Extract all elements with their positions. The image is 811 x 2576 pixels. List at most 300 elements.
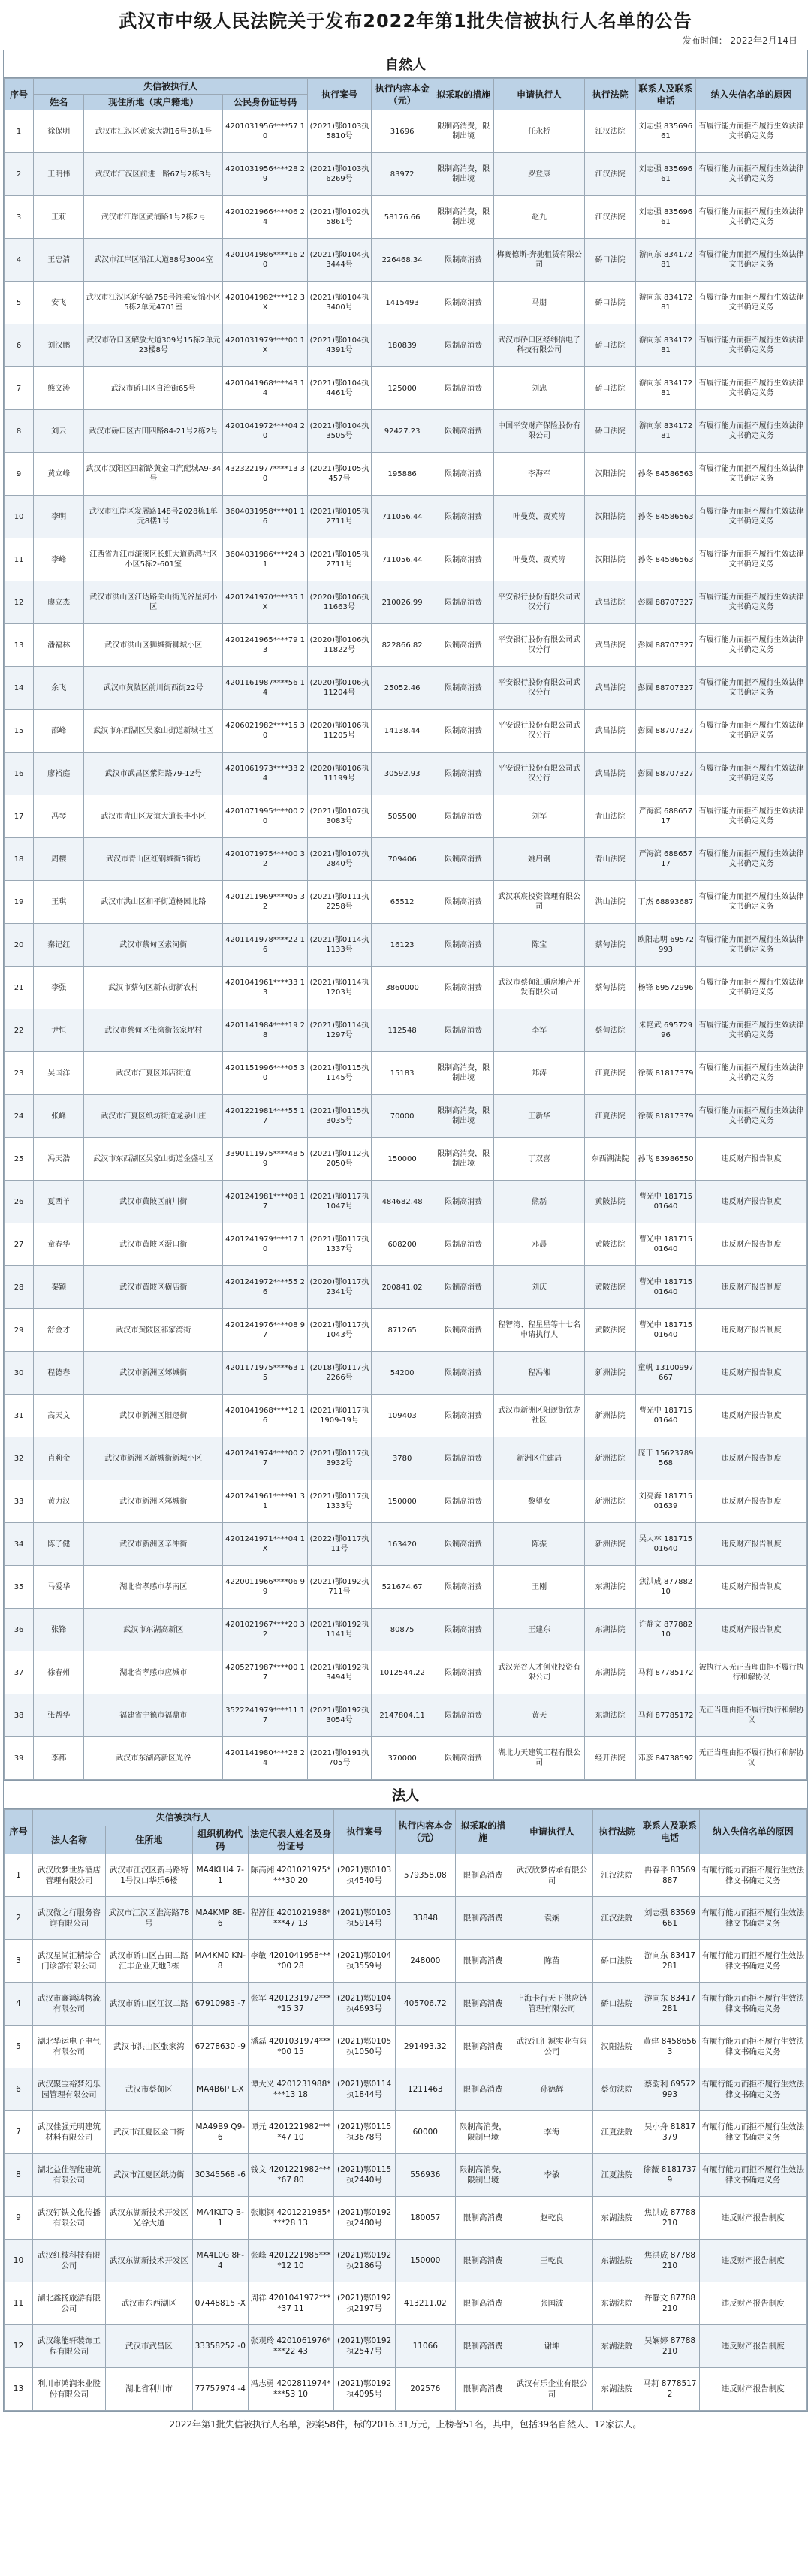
table-cell: 邓晨 xyxy=(493,1223,585,1266)
table-cell: 限制高消费 xyxy=(433,753,493,795)
table-cell: 李军 xyxy=(493,1009,585,1052)
table-cell: 硚口法院 xyxy=(585,410,635,453)
table-row xyxy=(5,2282,807,2324)
table-cell: 37 xyxy=(5,1651,34,1694)
table-cell: 违反财产报告制度 xyxy=(696,1181,807,1223)
table-cell: 梅赛德斯-奔驰租赁有限公司 xyxy=(493,239,585,282)
table-cell: 吴娴婷 87788210 xyxy=(641,2324,699,2367)
table-row xyxy=(5,2239,807,2282)
table-cell: 童帆 13100997667 xyxy=(635,1352,695,1395)
table-cell: 限制高消费 xyxy=(455,2282,511,2324)
table-cell: 21 xyxy=(5,967,34,1009)
table-cell: (2021)鄂0103执5914号 xyxy=(333,1896,395,1939)
table-cell: 有履行能力而拒不履行生效法律文书确定义务 xyxy=(696,967,807,1009)
table-cell: 新洲法院 xyxy=(585,1352,635,1395)
table-cell: MA4KLU4 7-1 xyxy=(192,1854,248,1896)
table-cell: (2021)鄂0192执4095号 xyxy=(333,2367,395,2410)
table-cell: (2021)鄂0105执1050号 xyxy=(333,2025,395,2068)
table-cell: 刘忠 xyxy=(493,367,585,410)
table-cell: 张军 4201231972****15 37 xyxy=(248,1982,333,2025)
table-cell: (2021)鄂0191执705号 xyxy=(308,1737,372,1780)
table-row xyxy=(5,967,807,1009)
table-cell: 马爱华 xyxy=(34,1566,84,1609)
footer-summary: 2022年第1批失信被执行人名单，涉案58件，标的2016.31万元，上榜者51名，其中，包括39名自然人、12家法人。 xyxy=(169,2418,642,2430)
table-cell: 4201041968****43 14 xyxy=(223,367,308,410)
table-cell: 江汉法院 xyxy=(593,1854,641,1896)
table-cell: 限制高消费 xyxy=(433,881,493,924)
companies-col-applicant: 申请执行人 xyxy=(511,1810,593,1854)
table-cell: (2021)鄂0192执2197号 xyxy=(333,2282,395,2324)
table-cell: 4201241972****55 26 xyxy=(223,1266,308,1309)
table-row xyxy=(5,2025,807,2068)
table-row xyxy=(5,2068,807,2110)
table-cell: 限制高消费 xyxy=(433,667,493,710)
table-cell: 孙冬 84586563 xyxy=(635,453,695,496)
table-cell: MA4B6P L-X xyxy=(192,2068,248,2110)
table-cell: 陈子健 xyxy=(34,1523,84,1566)
table-cell: 711056.44 xyxy=(371,496,433,538)
table-cell: 余飞 xyxy=(34,667,84,710)
table-cell: (2021)鄂0192执3054号 xyxy=(308,1694,372,1737)
table-cell: 限制高消费 xyxy=(455,2239,511,2282)
table-cell: 周樱 xyxy=(34,838,84,881)
table-cell: (2021)鄂0117执3932号 xyxy=(308,1437,372,1480)
table-cell: 张顺钢 4201221985****28 13 xyxy=(248,2196,333,2239)
table-row xyxy=(5,239,807,282)
table-cell: 武汉市硚口区古田二路汇丰企业天地3栋 xyxy=(105,1939,192,1982)
table-cell: 限制高消费 xyxy=(433,410,493,453)
table-cell: 4201071975****00 32 xyxy=(223,838,308,881)
table-cell: 武汉市新洲区邾城街 xyxy=(84,1480,223,1523)
table-cell: 31 xyxy=(5,1395,34,1437)
table-cell: 54200 xyxy=(371,1352,433,1395)
table-cell: 蔡甸法院 xyxy=(585,1009,635,1052)
table-cell: 限制高消费 xyxy=(433,1694,493,1737)
table-cell: 江汉法院 xyxy=(585,196,635,239)
table-cell: 有履行能力而拒不履行生效法律文书确定义务 xyxy=(699,2153,807,2196)
table-cell: 杨锋 69572996 xyxy=(635,967,695,1009)
table-cell: 武汉市汉阳区四新路黄金口汽配城A9-34号 xyxy=(84,453,223,496)
table-cell: 江汉法院 xyxy=(585,153,635,196)
table-row xyxy=(5,753,807,795)
table-cell: 34 xyxy=(5,1523,34,1566)
table-cell: 平安银行股份有限公司武汉分行 xyxy=(493,667,585,710)
table-cell: 210026.99 xyxy=(371,581,433,624)
table-cell: 无正当理由拒不履行执行和解协议 xyxy=(696,1737,807,1780)
companies-col-amount: 执行内容本金（元） xyxy=(395,1810,455,1854)
table-cell: (2021)鄂0104执4461号 xyxy=(308,367,372,410)
table-cell: 新洲法院 xyxy=(585,1395,635,1437)
table-cell: 刘志强 83569661 xyxy=(635,153,695,196)
table-cell: 王刚 xyxy=(493,1566,585,1609)
table-cell: 舒金才 xyxy=(34,1309,84,1352)
table-cell: 4201151996****05 30 xyxy=(223,1052,308,1095)
table-cell: (2021)鄂0105执457号 xyxy=(308,453,372,496)
table-cell: 焦洪成 87788210 xyxy=(641,2239,699,2282)
table-cell: 521674.67 xyxy=(371,1566,433,1609)
table-cell: 4201141984****19 28 xyxy=(223,1009,308,1052)
publish-info xyxy=(0,34,811,50)
table-row xyxy=(5,282,807,324)
table-cell: 违反财产报告制度 xyxy=(699,2239,807,2282)
table-cell: (2021)鄂0192执2186号 xyxy=(333,2239,395,2282)
table-cell: 125000 xyxy=(371,367,433,410)
table-cell: 汉阳法院 xyxy=(585,538,635,581)
table-cell: 徐薇 81817379 xyxy=(641,2153,699,2196)
table-cell: 庞干 15623789568 xyxy=(635,1437,695,1480)
table-cell: 限制高消费 xyxy=(433,967,493,1009)
table-cell: 83972 xyxy=(371,153,433,196)
table-cell: 67278630 -9 xyxy=(192,2025,248,2068)
table-cell: 武汉市江汉区新华路758号湘乘安锦小区5栋2单元4701室 xyxy=(84,282,223,324)
table-cell: 163420 xyxy=(371,1523,433,1566)
table-row xyxy=(5,1009,807,1052)
table-cell: 东湖法院 xyxy=(585,1609,635,1651)
table-cell: 限制高消费 xyxy=(433,367,493,410)
table-cell: 限制高消费 xyxy=(433,1266,493,1309)
table-row xyxy=(5,1609,807,1651)
table-cell: 武汉市洪山区张家湾 xyxy=(105,2025,192,2068)
table-cell: (2021)鄂0104执4391号 xyxy=(308,324,372,367)
table-cell: 武昌法院 xyxy=(585,667,635,710)
table-cell: 丁双喜 xyxy=(493,1138,585,1181)
table-cell: 限制高消费 xyxy=(433,1309,493,1352)
table-cell: 370000 xyxy=(371,1737,433,1780)
table-cell: 武汉市东西湖区 xyxy=(105,2282,192,2324)
table-cell: 60000 xyxy=(395,2110,455,2153)
table-cell: 焦洪成 87788210 xyxy=(641,2196,699,2239)
table-cell: 武汉钉铁文化传播有限公司 xyxy=(32,2196,105,2239)
table-cell: 许静文 87788210 xyxy=(635,1609,695,1651)
table-cell: 青山法院 xyxy=(585,838,635,881)
table-cell: 张帮华 xyxy=(34,1694,84,1737)
table-cell: 徐保明 xyxy=(34,110,84,153)
table-row xyxy=(5,538,807,581)
table-cell: 16 xyxy=(5,753,34,795)
table-cell: 王莉 xyxy=(34,196,84,239)
table-cell: 限制高消费，限制出境 xyxy=(433,1052,493,1095)
table-cell: 陈苗 xyxy=(511,1939,593,1982)
table-cell: 徐春州 xyxy=(34,1651,84,1694)
table-cell: 武汉市鑫鸿鸿物流有限公司 xyxy=(32,1982,105,2025)
table-cell: (2021)鄂0107执3083号 xyxy=(308,795,372,838)
table-cell: 曹光中 18171501640 xyxy=(635,1266,695,1309)
companies-col-legal-rep: 法定代表人姓名及身份证号 xyxy=(248,1826,333,1854)
table-cell: 武汉市江汉区淮海路78号 xyxy=(105,1896,192,1939)
table-cell: 1 xyxy=(5,110,34,153)
companies-table-body xyxy=(5,1854,807,2410)
table-cell: 有履行能力而拒不履行生效法律文书确定义务 xyxy=(696,581,807,624)
table-cell: 曹光中 18171501640 xyxy=(635,1395,695,1437)
table-cell: 王忠清 xyxy=(34,239,84,282)
companies-table xyxy=(4,1809,807,2411)
table-cell: 蔡甸法院 xyxy=(585,967,635,1009)
table-cell: 17 xyxy=(5,795,34,838)
table-cell: 武汉市洪山区和平街道杨园北路 xyxy=(84,881,223,924)
table-cell: 东西湖法院 xyxy=(585,1138,635,1181)
table-cell: 冉春平 83569887 xyxy=(641,1854,699,1896)
table-cell: (2021)鄂0192执2547号 xyxy=(333,2324,395,2367)
table-cell: 武汉市黄陂区前川街西街22号 xyxy=(84,667,223,710)
table-row xyxy=(5,1266,807,1309)
table-cell: 9 xyxy=(5,2196,33,2239)
table-cell: 18 xyxy=(5,838,34,881)
table-cell: 武汉市硚口区解放大道309号15栋2单元23楼8号 xyxy=(84,324,223,367)
table-cell: 限制高消费 xyxy=(433,239,493,282)
table-cell: 张国波 xyxy=(511,2282,593,2324)
table-row xyxy=(5,410,807,453)
table-cell: 武汉市黄陂区滠口街 xyxy=(84,1223,223,1266)
table-cell: 湖北力天建筑工程有限公司 xyxy=(493,1737,585,1780)
table-cell: 湖北省孝感市孝南区 xyxy=(84,1566,223,1609)
table-row xyxy=(5,1854,807,1896)
table-row xyxy=(5,1437,807,1480)
table-cell: 有履行能力而拒不履行生效法律文书确定义务 xyxy=(699,2110,807,2153)
table-cell: (2021)鄂0114执1844号 xyxy=(333,2068,395,2110)
table-cell: 14138.44 xyxy=(371,710,433,753)
table-cell: 游向东 83417281 xyxy=(635,367,695,410)
table-cell: 孙飞 83986550 xyxy=(635,1138,695,1181)
table-cell: 张观玲 4201061976****22 43 xyxy=(248,2324,333,2367)
table-cell: 4201171975****63 15 xyxy=(223,1352,308,1395)
table-cell: 新洲法院 xyxy=(585,1480,635,1523)
table-cell: 黄陂法院 xyxy=(585,1181,635,1223)
table-cell: 武汉市洪山区狮城街狮城小区 xyxy=(84,624,223,667)
table-row xyxy=(5,2196,807,2239)
persons-col-amount: 执行内容本金（元） xyxy=(371,79,433,110)
table-cell: 4201241971****04 1X xyxy=(223,1523,308,1566)
table-cell: 武汉市青山区友谊大道长丰小区 xyxy=(84,795,223,838)
table-cell: 有履行能力而拒不履行生效法律文书确定义务 xyxy=(696,453,807,496)
table-cell: 4201241981****08 17 xyxy=(223,1181,308,1223)
table-cell: 556936 xyxy=(395,2153,455,2196)
table-cell: 11066 xyxy=(395,2324,455,2367)
table-cell: 有履行能力而拒不履行生效法律文书确定义务 xyxy=(696,110,807,153)
table-cell: 武汉联宸投资管理有限公司 xyxy=(493,881,585,924)
table-cell: 湖北华运电子电气有限公司 xyxy=(32,2025,105,2068)
table-cell: 195886 xyxy=(371,453,433,496)
table-cell: 33 xyxy=(5,1480,34,1523)
table-cell: 限制高消费 xyxy=(455,1939,511,1982)
table-cell: 10 xyxy=(5,2239,33,2282)
table-row xyxy=(5,624,807,667)
table-cell: 江汉法院 xyxy=(585,110,635,153)
table-cell: 李峰 xyxy=(34,538,84,581)
table-row xyxy=(5,1052,807,1095)
table-cell: 限制高消费 xyxy=(455,2196,511,2239)
table-cell: 武汉市新洲区邾城街 xyxy=(84,1352,223,1395)
table-cell: 4201021967****20 32 xyxy=(223,1609,308,1651)
table-cell: 徐薇 81817379 xyxy=(635,1095,695,1138)
table-cell: 限制高消费，限制出境 xyxy=(433,110,493,153)
companies-col-index: 序号 xyxy=(5,1810,33,1854)
persons-col-measure: 拟采取的措施 xyxy=(433,79,493,110)
table-cell: 蔡甸法院 xyxy=(593,2068,641,2110)
table-cell: 武汉市江岸区黄浦路1号2栋2号 xyxy=(84,196,223,239)
table-cell: 硚口法院 xyxy=(593,1982,641,2025)
table-cell: 周祥 4201041972****37 11 xyxy=(248,2282,333,2324)
table-cell: 限制高消费 xyxy=(433,1737,493,1780)
table-cell: (2021)鄂0115执1145号 xyxy=(308,1052,372,1095)
table-cell: 洪山法院 xyxy=(585,881,635,924)
table-cell: 福建省宁德市福鼎市 xyxy=(84,1694,223,1737)
table-row xyxy=(5,1523,807,1566)
table-cell: 武汉缘能轩装饰工程有限公司 xyxy=(32,2324,105,2367)
table-cell: 武汉市黄陂区祁家湾街 xyxy=(84,1309,223,1352)
table-cell: 青山法院 xyxy=(585,795,635,838)
table-cell: 马莉 87785172 xyxy=(641,2367,699,2410)
table-cell: 限制高消费 xyxy=(433,324,493,367)
table-cell: 33848 xyxy=(395,1896,455,1939)
table-cell: 武汉市黄陂区前川街 xyxy=(84,1181,223,1223)
table-cell: 黎望女 xyxy=(493,1480,585,1523)
table-cell: 吴小舟 81817379 xyxy=(641,2110,699,2153)
publish-date: 2022年2月14日 xyxy=(730,35,797,46)
table-cell: 丁杰 68893687 xyxy=(635,881,695,924)
table-cell: 限制高消费 xyxy=(433,795,493,838)
table-cell: 有履行能力而拒不履行生效法律文书确定义务 xyxy=(696,924,807,967)
table-cell: 限制高消费 xyxy=(433,838,493,881)
table-cell: (2020)鄂0117执2341号 xyxy=(308,1266,372,1309)
table-cell: 有履行能力而拒不履行生效法律文书确定义务 xyxy=(696,538,807,581)
table-cell: 4201041982****12 3X xyxy=(223,282,308,324)
table-cell: 限制高消费 xyxy=(433,538,493,581)
table-cell: 7 xyxy=(5,367,34,410)
table-cell: (2021)鄂0117执1909-19号 xyxy=(308,1395,372,1437)
table-cell: 新洲区住建局 xyxy=(493,1437,585,1480)
table-cell: 违反财产报告制度 xyxy=(699,2282,807,2324)
table-cell: 谭大义 4201231988****13 18 xyxy=(248,2068,333,2110)
table-cell: (2021)鄂0192执1141号 xyxy=(308,1609,372,1651)
persons-col-applicant: 申请执行人 xyxy=(493,79,585,110)
table-cell: 潘磊 4201031974****00 15 xyxy=(248,2025,333,2068)
table-cell: 4201031956****28 29 xyxy=(223,153,308,196)
table-cell: 王建东 xyxy=(493,1609,585,1651)
table-row xyxy=(5,2367,807,2410)
table-cell: 30345568 -6 xyxy=(192,2153,248,2196)
table-row xyxy=(5,710,807,753)
table-cell: 限制高消费 xyxy=(433,1181,493,1223)
table-row xyxy=(5,1095,807,1138)
table-cell: 夏西羊 xyxy=(34,1181,84,1223)
table-cell: 武汉市江夏区纸坊街道龙泉山庄 xyxy=(84,1095,223,1138)
table-cell: 叶曼英，贾英涛 xyxy=(493,538,585,581)
table-cell: 150000 xyxy=(371,1138,433,1181)
table-cell: 4201061973****33 24 xyxy=(223,753,308,795)
table-cell: 711056.44 xyxy=(371,538,433,581)
table-cell: 新洲法院 xyxy=(585,1437,635,1480)
table-cell: 6 xyxy=(5,324,34,367)
table-row xyxy=(5,1223,807,1266)
table-cell: 程德春 xyxy=(34,1352,84,1395)
table-cell: 武汉欣梦世界酒店管理有限公司 xyxy=(32,1854,105,1896)
table-cell: 32 xyxy=(5,1437,34,1480)
table-cell: 限制高消费 xyxy=(455,1896,511,1939)
table-cell: 马朋 xyxy=(493,282,585,324)
table-cell: 武汉市新洲区辛冲街 xyxy=(84,1523,223,1566)
table-cell: 平安银行股份有限公司武汉分行 xyxy=(493,624,585,667)
table-cell: 有履行能力而拒不履行生效法律文书确定义务 xyxy=(696,624,807,667)
table-cell: 291493.32 xyxy=(395,2025,455,2068)
table-cell: 限制高消费 xyxy=(433,1395,493,1437)
table-cell: (2021)鄂0115执3678号 xyxy=(333,2110,395,2153)
table-cell: 武昌法院 xyxy=(585,624,635,667)
table-row xyxy=(5,881,807,924)
table-cell: 刘云 xyxy=(34,410,84,453)
table-cell: 限制高消费 xyxy=(433,581,493,624)
table-cell: 违反财产报告制度 xyxy=(696,1566,807,1609)
table-cell: 4201241965****79 13 xyxy=(223,624,308,667)
table-row xyxy=(5,667,807,710)
table-cell: 24 xyxy=(5,1095,34,1138)
table-cell: (2021)鄂0112执2050号 xyxy=(308,1138,372,1181)
table-cell: 叶曼英，贾英涛 xyxy=(493,496,585,538)
table-cell: 4201141978****22 16 xyxy=(223,924,308,967)
table-cell: 有履行能力而拒不履行生效法律文书确定义务 xyxy=(696,795,807,838)
table-cell: 游向东 83417281 xyxy=(635,410,695,453)
table-cell: 东湖法院 xyxy=(585,1651,635,1694)
table-cell: (2021)鄂0103执4540号 xyxy=(333,1854,395,1896)
table-cell: 武汉市黄陂区横店街 xyxy=(84,1266,223,1309)
table-cell: 3 xyxy=(5,196,34,239)
table-cell: 限制高消费，限制出境 xyxy=(433,196,493,239)
table-cell: 限制高消费，限制出境 xyxy=(455,2110,511,2153)
table-cell: (2021)鄂0104执3444号 xyxy=(308,239,372,282)
persons-section-title: 自然人 xyxy=(4,50,807,78)
table-cell: 3604031958****01 16 xyxy=(223,496,308,538)
table-cell: 武汉市硚口区自治街65号 xyxy=(84,367,223,410)
table-cell: 11 xyxy=(5,2282,33,2324)
table-cell: (2020)鄂0106执11822号 xyxy=(308,624,372,667)
table-cell: 5 xyxy=(5,2025,33,2068)
table-cell: 限制高消费 xyxy=(433,710,493,753)
table-cell: 硚口法院 xyxy=(585,239,635,282)
table-cell: 4201241961****91 31 xyxy=(223,1480,308,1523)
table-cell: 4201161987****56 14 xyxy=(223,667,308,710)
table-cell: 有履行能力而拒不履行生效法律文书确定义务 xyxy=(699,2068,807,2110)
table-cell: 张峰 xyxy=(34,1095,84,1138)
table-cell: 潘福林 xyxy=(34,624,84,667)
table-cell: 武汉市东西湖区吴家山街道新城社区 xyxy=(84,710,223,753)
table-cell: 限制高消费 xyxy=(455,2068,511,2110)
table-cell: 武汉市江岸区发展路148号2028栋1单元8楼1号 xyxy=(84,496,223,538)
page-title: 武汉市中级人民法院关于发布2022年第1批失信被执行人名单的公告 xyxy=(119,11,692,32)
table-cell: (2021)鄂0117执1337号 xyxy=(308,1223,372,1266)
table-row xyxy=(5,1694,807,1737)
table-cell: 有履行能力而拒不履行生效法律文书确定义务 xyxy=(699,1896,807,1939)
table-cell: 武汉市江夏区郑店街道 xyxy=(84,1052,223,1095)
table-cell: 有履行能力而拒不履行生效法律文书确定义务 xyxy=(696,239,807,282)
table-cell: 有履行能力而拒不履行生效法律文书确定义务 xyxy=(696,1095,807,1138)
table-cell: 5 xyxy=(5,282,34,324)
table-cell: 3860000 xyxy=(371,967,433,1009)
table-cell: (2020)鄂0106执11199号 xyxy=(308,753,372,795)
table-cell: (2021)鄂0107执2840号 xyxy=(308,838,372,881)
table-cell: 26 xyxy=(5,1181,34,1223)
table-cell: 中国平安财产保险股份有限公司 xyxy=(493,410,585,453)
table-cell: 新洲法院 xyxy=(585,1523,635,1566)
table-cell: 2 xyxy=(5,1896,33,1939)
table-cell: 4201241974****00 27 xyxy=(223,1437,308,1480)
table-cell: 黄建 84586563 xyxy=(641,2025,699,2068)
table-cell: 150000 xyxy=(395,2239,455,2282)
table-cell: 248000 xyxy=(395,1939,455,1982)
table-cell: 肖莉金 xyxy=(34,1437,84,1480)
table-cell: 1012544.22 xyxy=(371,1651,433,1694)
table-cell: 朱艳武 69572996 xyxy=(635,1009,695,1052)
table-cell: 王明伟 xyxy=(34,153,84,196)
table-cell: 李敏 4201041958****00 28 xyxy=(248,1939,333,1982)
